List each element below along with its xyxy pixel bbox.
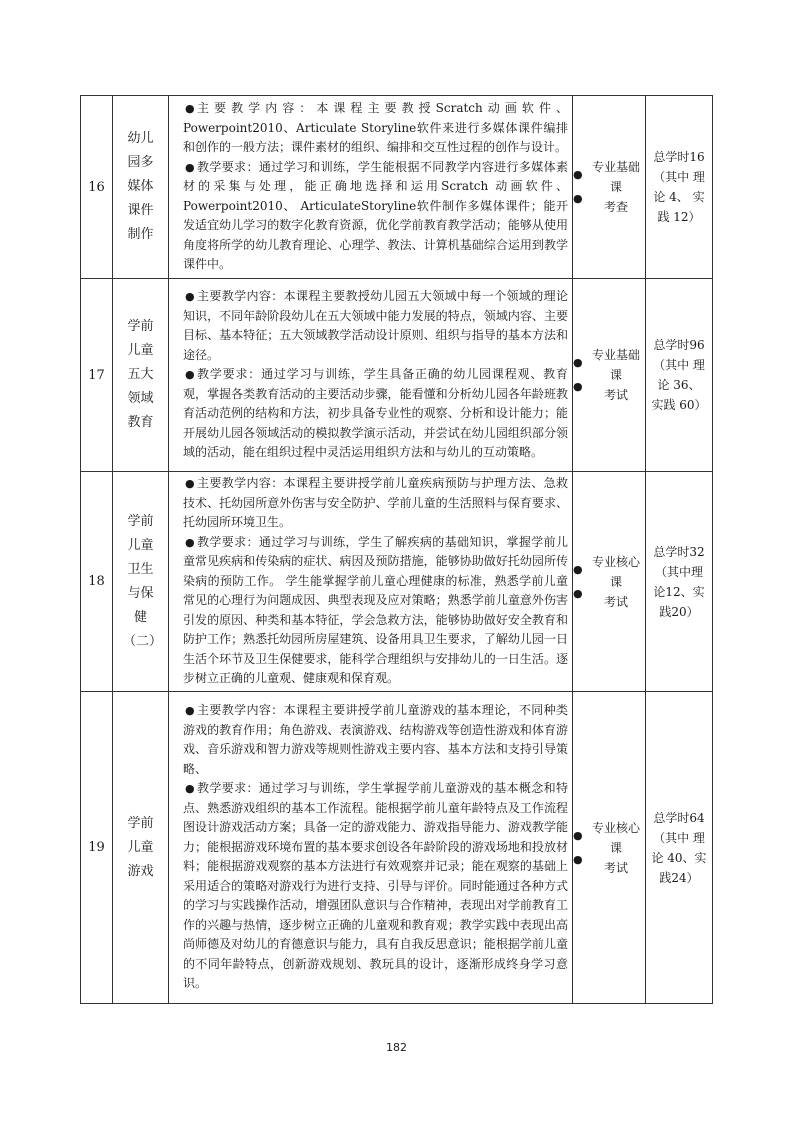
bullet-icon: ● xyxy=(573,356,583,369)
course-name: 学前儿童游戏 xyxy=(113,692,169,1004)
course-type-cell xyxy=(573,279,646,472)
bullet-icon: ● xyxy=(573,380,583,393)
row-number: 17 xyxy=(81,279,113,472)
course-type: 专业核心课 xyxy=(591,820,640,855)
course-type-cell xyxy=(573,472,646,692)
course-hours: 总学时96（其中 理论 36、 实践 60） xyxy=(646,279,713,472)
requirements-bullet: ● 教学要求：通过学习和训练，学生能根据不同教学内容进行多媒体素材的采集与处理，能正确地选择和运用Scratch 动画软件、Powerpoint2010、 ArticulateStoryline软件制作多媒体课件；能开发适宜幼儿学习的数字化教育资源，优化学前教育教学活动；能够从使用角度将所学的幼儿教育理论、心理学、教法、计算机基础综合运用到教学课件中。 xyxy=(183,158,568,275)
requirements-bullet: ● 教学要求：通过学习与训练，学生具备正确的幼儿园课程观、教育观，掌握各类教育活动的主要活动步骤，能看懂和分析幼儿园各年龄班教育活动范例的结构和方法，初步具备专业性的观察、分析和设计能力；能开展幼儿园各领域活动的模拟教学演示活动，并尝试在幼儿园组织部分领域的活动，能在组织过程中灵活运用组织方法和与幼儿的互动策略。 xyxy=(183,365,568,463)
course-type: 专业基础课 xyxy=(591,160,640,194)
row-number: 18 xyxy=(81,472,113,692)
content-bullet: ● 主要教学内容：本课程主要讲授学前儿童疾病预防与护理方法、急救技术、托幼园所意外伤害与安全防护、学前儿童的生活照料与保育要求、托幼园所环境卫生。 xyxy=(183,474,568,533)
course-hours: 总学时64（其中 理论 40、实践24） xyxy=(646,692,713,1004)
page-number: 182 xyxy=(386,1041,407,1054)
bullet-icon: ● xyxy=(573,852,583,866)
bullet-icon: ● xyxy=(185,477,195,491)
bullet-icon: ● xyxy=(185,102,195,116)
bullet-icon: ● xyxy=(185,535,195,549)
course-description xyxy=(169,692,573,1004)
table-row xyxy=(81,692,713,1004)
bullet-icon: ● xyxy=(185,160,195,174)
bullet-icon: ● xyxy=(573,828,583,842)
assessment-method: 考试 xyxy=(603,860,628,875)
requirements-bullet: ● 教学要求：通过学习与训练，学生了解疾病的基础知识，掌握学前儿童常见疾病和传染病的症状、病因及预防措施，能够协助做好托幼园所传染病的预防工作。 学生能掌握学前儿童心理健康的标准，熟悉学前儿童常见的心理行为问题成因、典型表现及应对策略；熟悉学前儿童意外伤害引发的原因、种类和基本特征，学会急救方法，能够协助做好安全教育和防护工作；熟悉托幼园所房屋建筑、设备用具卫生要求，了解幼儿园一日生活个环节及卫生保健要求，能科学合理组织与安排幼儿的一日生活。逐步树立正确的儿童观、健康观和保育观。 xyxy=(183,533,568,689)
course-type-cell xyxy=(573,692,646,1004)
table-row xyxy=(81,279,713,472)
course-hours: 总学时32（其中理论12、实践20） xyxy=(646,472,713,692)
bullet-icon: ● xyxy=(185,782,195,796)
course-type: 专业基础课 xyxy=(591,348,640,382)
course-hours: 总学时16（其中 理论 4、 实践 12） xyxy=(646,96,713,279)
bullet-icon: ● xyxy=(185,290,195,304)
assessment-method: 考查 xyxy=(603,200,628,214)
table-row xyxy=(81,472,713,692)
bullet-icon: ● xyxy=(573,586,583,600)
course-description xyxy=(169,96,573,279)
assessment-method: 考试 xyxy=(603,388,628,402)
row-number: 19 xyxy=(81,692,113,1004)
bullet-icon: ● xyxy=(573,168,583,181)
course-type-cell xyxy=(573,96,646,279)
requirements-bullet: ● 教学要求：通过学习与训练，学生掌握学前儿童游戏的基本概念和特点、熟悉游戏组织的基本工作流程。能根据学前儿童年龄特点及工作流程图设计游戏活动方案；具备一定的游戏能力、游戏指导能力、游戏教学能力；能根据游戏环境布置的基本要求创设各年龄阶段的游戏场地和投放材料；能根据游戏观察的基本方法进行有效观察并记录；能在观察的基础上采用适合的策略对游戏行为进行支持、引导与评价。同时能通过各种方式的学习与实践操作活动，增强团队意识与合作精神，表现出对学前教育工作的兴趣与热情，逐步树立正确的儿童观和教育观；教学实践中表现出高尚师德及对幼儿的育德意识与能力，具有自我反思意识；能根据学前儿童的不同年龄特点，创新游戏规划、教玩具的设计，逐渐形成终身学习意识。 xyxy=(183,779,568,994)
course-name: 学前儿童五大领域教育 xyxy=(113,279,169,472)
bullet-icon: ● xyxy=(573,192,583,205)
table-row xyxy=(81,96,713,279)
course-type: 专业核心课 xyxy=(591,554,640,589)
bullet-icon: ● xyxy=(573,562,583,576)
content-bullet: ● 主要教学内容：本课程主要教授幼儿园五大领域中每一个领域的理论知识，不同年龄阶段幼儿在五大领域中能力发展的特点，领域内容、主要目标、基本特征；五大领域教学活动设计原则、组织与指导的基本方法和途径。 xyxy=(183,287,568,365)
course-description xyxy=(169,279,573,472)
course-name: 学前儿童卫生与保健（二） xyxy=(113,472,169,692)
assessment-method: 考试 xyxy=(603,594,628,609)
content-bullet: ● 主要教学内容：本课程主要讲授学前儿童游戏的基本理论，不同种类游戏的教育作用；角色游戏、表演游戏、结构游戏等创造性游戏和体育游戏、音乐游戏和智力游戏等规则性游戏主要内容、基本方法和支持引导策略、 xyxy=(183,701,568,779)
bullet-icon: ● xyxy=(185,704,195,718)
row-number: 16 xyxy=(81,96,113,279)
content-bullet: ● 主要教学内容：本课程主要教授Scratch动画软件、Powerpoint2010、Articulate Storyline软件来进行多媒体课件编排和创作的一般方法；课件素材的组织、编排和交互性过程的创作与设计。 xyxy=(183,99,568,158)
course-name: 幼儿园多媒体课件制作 xyxy=(113,96,169,279)
course-table xyxy=(80,95,713,1004)
course-description xyxy=(169,472,573,692)
bullet-icon: ● xyxy=(185,368,195,382)
